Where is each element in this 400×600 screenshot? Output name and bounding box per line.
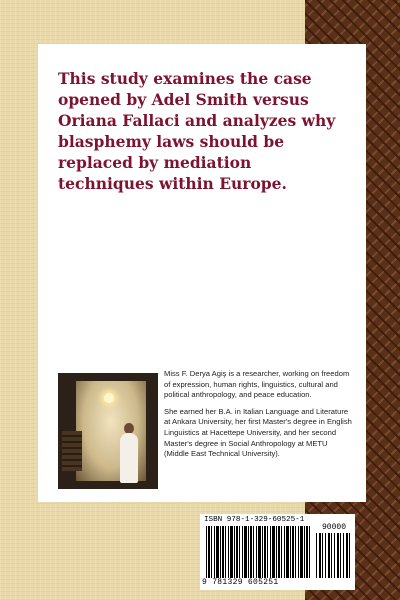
barcode-price-code: 90000: [321, 523, 346, 532]
author-bio: [164, 369, 354, 466]
barcode-digits: 9 781329 605251: [202, 578, 314, 587]
photo-person: [120, 433, 138, 483]
photo-lamp: [104, 393, 114, 403]
isbn-label: ISBN 978-1-329-60525-1: [204, 516, 305, 524]
isbn-barcode: [200, 514, 355, 590]
book-blurb: This study examines the case opened by Adel Smith versus Oriana Fallaci and analyzes why blasphemy laws should be replaced by mediation techniques within Europe.: [58, 69, 336, 193]
photo-bookshelf: [62, 431, 82, 471]
barcode-bars: [206, 526, 312, 578]
barcode-addon-bars: [316, 533, 350, 578]
back-cover-panel: [38, 44, 366, 502]
author-photo: [58, 373, 158, 489]
author-bio-paragraph: Miss F. Derya Agiş is a researcher, working on freedom of expression, human rights, linguistics, cultural and political anthropology, and peace education.: [164, 369, 350, 400]
author-bio-paragraph: She earned her B.A. in Italian Language and Literature at Ankara University, her first Master's degree in English Linguistics at Hacettepe University, and her second Master's degree in Social Anthropology at METU (Middle East Technical University).: [164, 406, 352, 459]
